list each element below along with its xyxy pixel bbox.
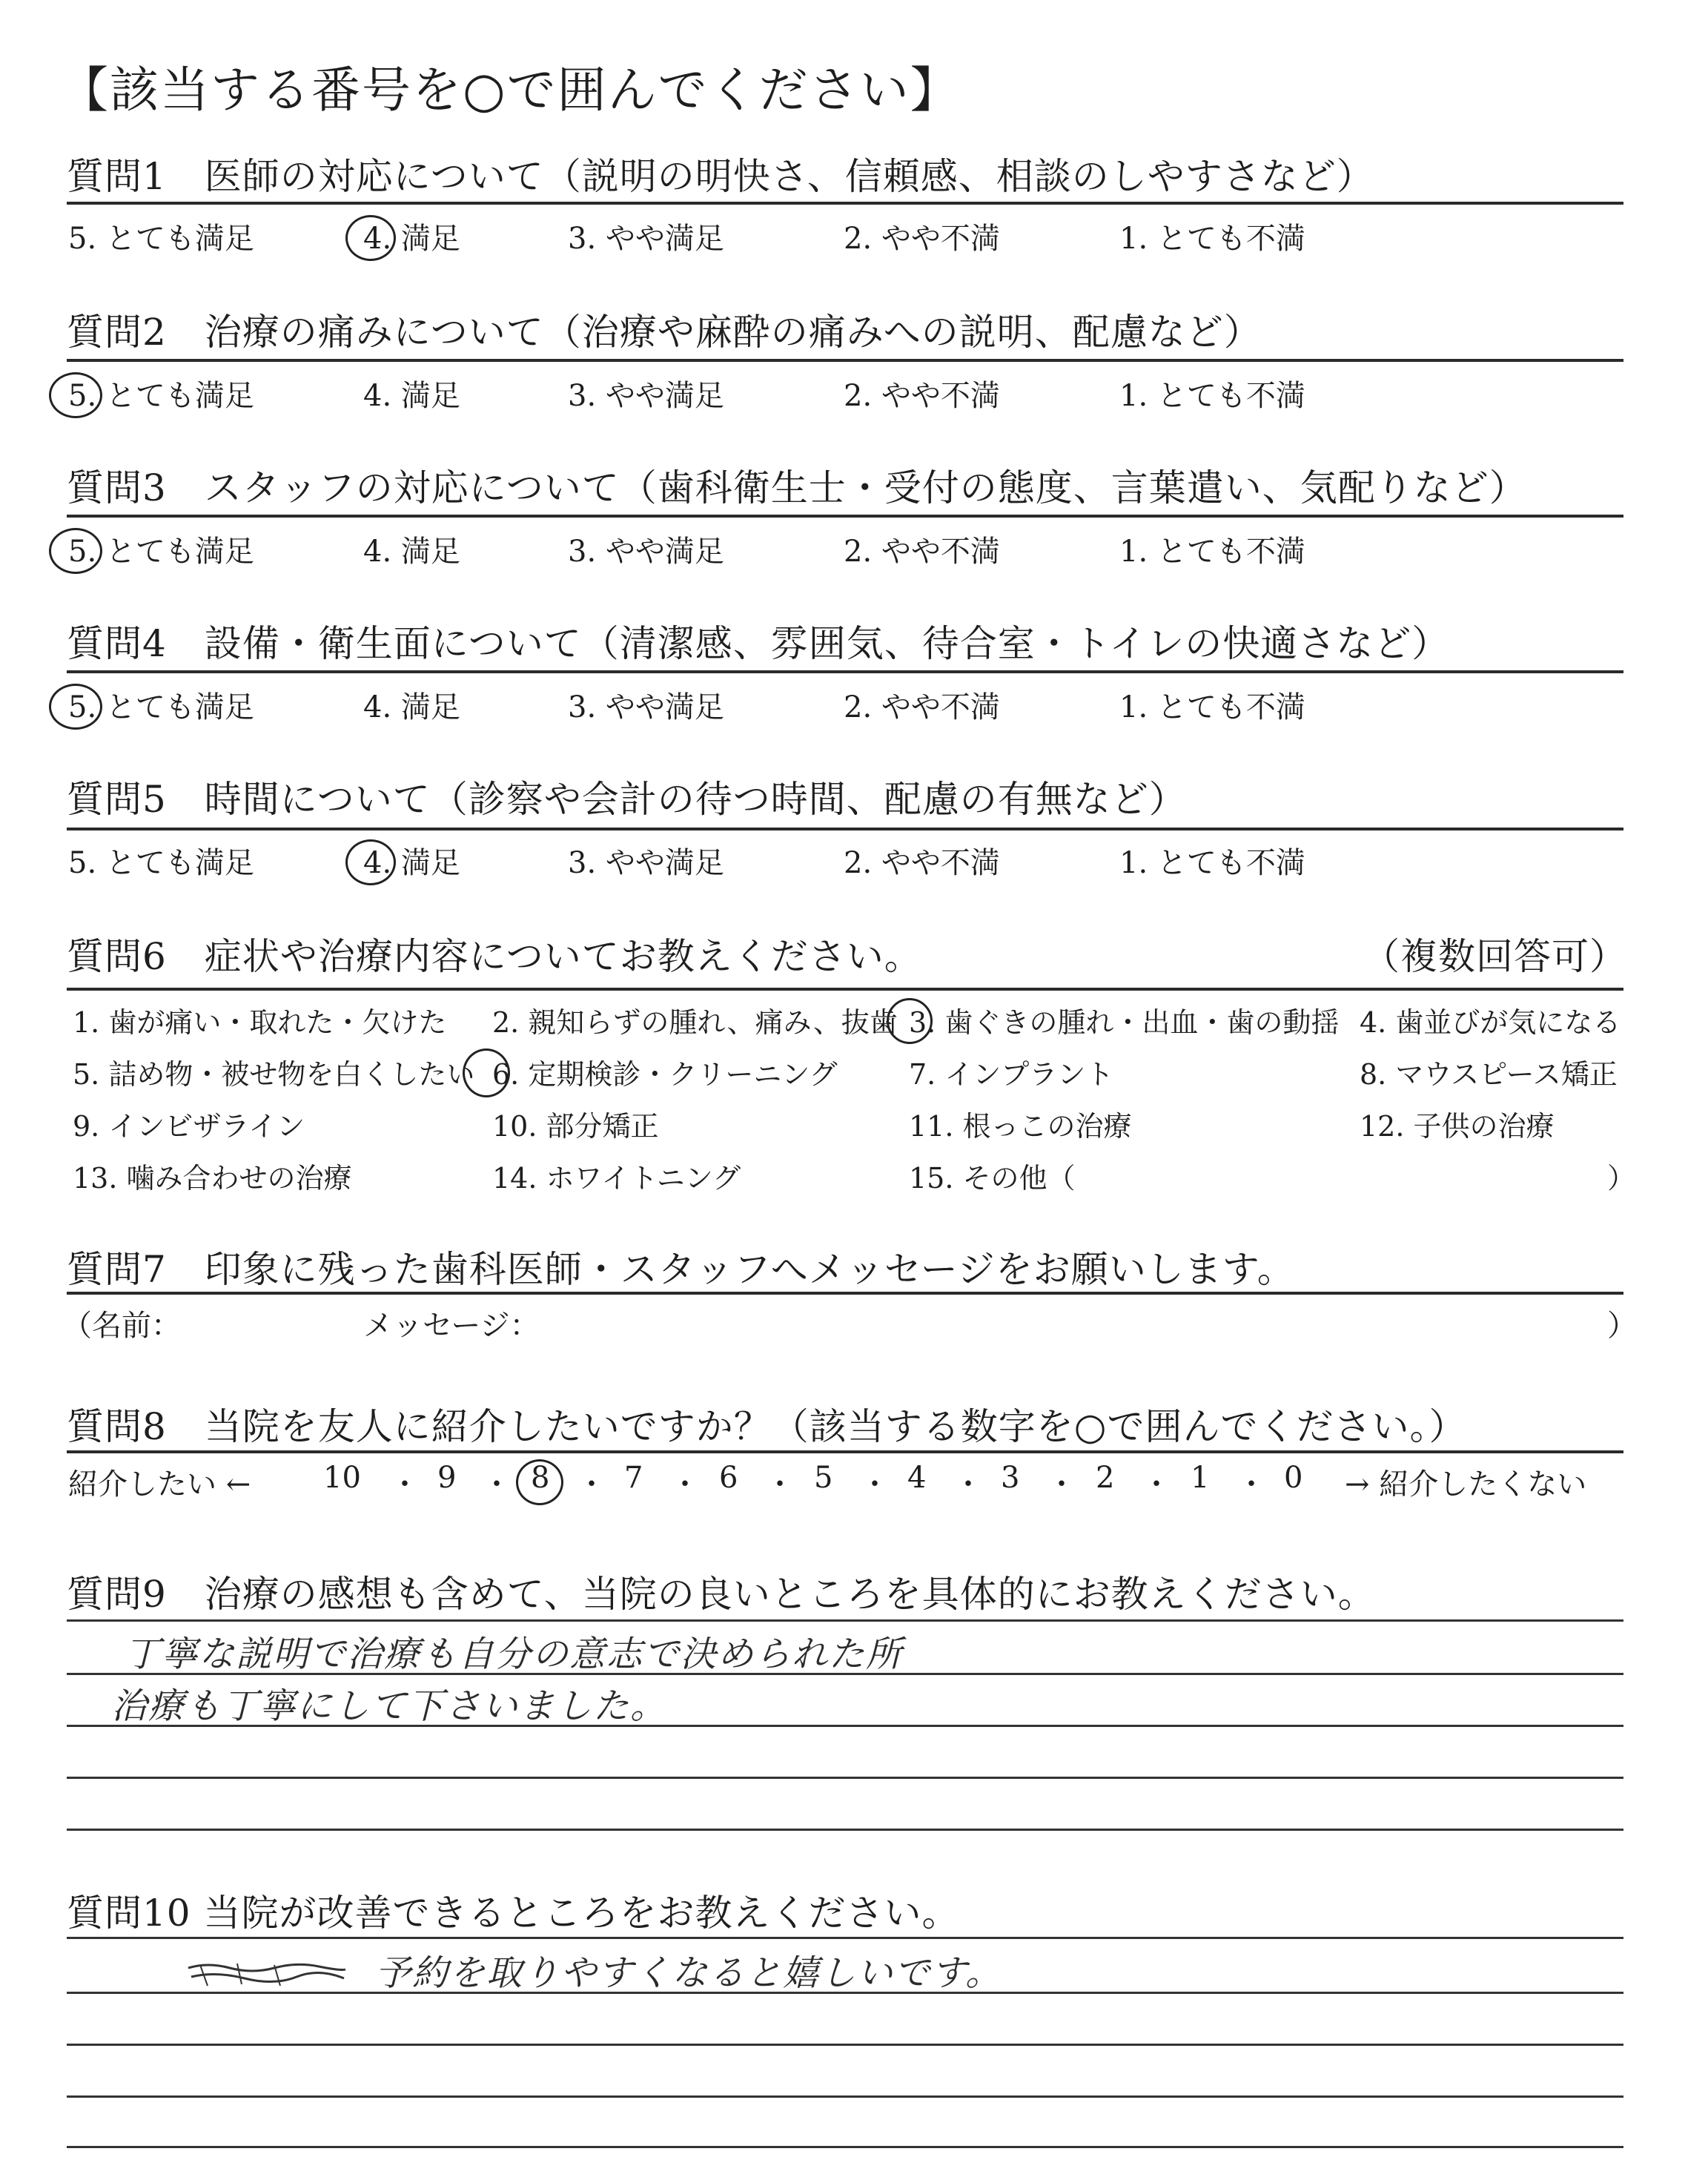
q3-option-2[interactable]: 2. やや不満	[844, 535, 1000, 569]
q5-option-1[interactable]: 1. とても不満	[1119, 846, 1305, 880]
q7-name-label: （名前：	[62, 1309, 181, 1343]
q1-option-3[interactable]: 3. やや満足	[568, 222, 724, 256]
q4-option-3[interactable]: 3. やや満足	[568, 690, 724, 724]
q8-scale-separator: ・	[860, 1467, 890, 1502]
q6-item-15[interactable]: 15. その他（	[909, 1162, 1076, 1195]
q7-rule	[67, 1292, 1623, 1295]
q6-item-8[interactable]: 8. マウスピース矯正	[1360, 1058, 1618, 1091]
q8-scale-separator: ・	[482, 1467, 512, 1502]
q8-scale-3[interactable]: 3	[1001, 1461, 1020, 1495]
q6-item-9[interactable]: 9. インビザライン	[73, 1110, 305, 1143]
q8-scale-separator: ・	[1237, 1467, 1266, 1502]
q8-title: 質問8 当院を友人に紹介したいですか？（該当する数字を○で囲んでください。）	[67, 1405, 1467, 1448]
q4-selection-circle	[49, 684, 102, 730]
q8-left-label: 紹介したい ←	[68, 1467, 251, 1502]
q10-title: 質問10 当院が改善できるところをお教えください。	[67, 1892, 960, 1935]
q6-item-3[interactable]: 3. 歯ぐきの腫れ・出血・歯の動揺	[909, 1006, 1340, 1039]
q8-scale-8[interactable]: 8	[531, 1461, 550, 1495]
q6-rule	[67, 988, 1623, 991]
q6-item-1[interactable]: 1. 歯が痛い・取れた・欠けた	[73, 1006, 447, 1039]
q3-option-5[interactable]: 5. とても満足	[68, 535, 254, 569]
q1-option-1[interactable]: 1. とても不満	[1119, 222, 1305, 256]
q6-item-11[interactable]: 11. 根っこの治療	[909, 1110, 1132, 1143]
q8-scale-separator: ・	[390, 1467, 420, 1502]
q4-title: 質問4 設備・衛生面について（清潔感、雰囲気、待合室・トイレの快適さなど）	[67, 622, 1450, 665]
q8-scale-0[interactable]: 0	[1284, 1461, 1303, 1495]
q8-scale-4[interactable]: 4	[907, 1461, 927, 1495]
q8-scale-10[interactable]: 10	[323, 1461, 361, 1495]
q5-rule	[67, 828, 1623, 830]
q3-title: 質問3 スタッフの対応について（歯科衛生士・受付の態度、言葉遣い、気配りなど）	[67, 466, 1527, 509]
q1-title: 質問1 医師の対応について（説明の明快さ、信頼感、相談のしやすさなど）	[67, 155, 1374, 198]
q5-option-3[interactable]: 3. やや満足	[568, 846, 724, 880]
q10-answer-text[interactable]: 予約を取りやすくなると嬉しいです。	[375, 1952, 1003, 1994]
q3-option-1[interactable]: 1. とても不満	[1119, 535, 1305, 569]
q5-selection-circle	[345, 839, 396, 885]
q4-rule	[67, 670, 1623, 673]
q5-option-2[interactable]: 2. やや不満	[844, 846, 1000, 880]
q5-option-5[interactable]: 5. とても満足	[68, 846, 254, 880]
q4-option-1[interactable]: 1. とても不満	[1119, 690, 1305, 724]
q8-scale-separator: ・	[577, 1467, 606, 1502]
q8-scale-1[interactable]: 1	[1191, 1461, 1210, 1495]
q8-scale-7[interactable]: 7	[624, 1461, 643, 1495]
q6-item-14[interactable]: 14. ホワイトニング	[492, 1162, 741, 1195]
q3-option-3[interactable]: 3. やや満足	[568, 535, 724, 569]
q10-answer-line	[67, 2095, 1623, 2098]
q4-option-4[interactable]: 4. 満足	[363, 690, 460, 724]
q6-item-5[interactable]: 5. 詰め物・被せ物を白くしたい	[73, 1058, 475, 1091]
q8-scale-separator: ・	[1047, 1467, 1076, 1502]
q2-option-3[interactable]: 3. やや満足	[568, 379, 724, 413]
q8-scale-separator: ・	[670, 1467, 700, 1502]
q2-option-4[interactable]: 4. 満足	[363, 379, 460, 413]
q6-selection-circle-3	[887, 998, 933, 1044]
q5-option-4[interactable]: 4. 満足	[363, 846, 460, 880]
q6-item-13[interactable]: 13. 噛み合わせの治療	[73, 1162, 352, 1195]
q2-selection-circle	[49, 372, 102, 418]
q1-option-4[interactable]: 4. 満足	[363, 222, 460, 256]
q8-scale-2[interactable]: 2	[1096, 1461, 1115, 1495]
q5-title: 質問5 時間について（診察や会計の待つ時間、配慮の有無など）	[67, 778, 1187, 821]
q6-item-2[interactable]: 2. 親知らずの腫れ、痛み、抜歯	[492, 1006, 898, 1039]
form-header: 【該当する番号を○で囲んでください】	[59, 62, 961, 119]
q10-answer-line	[67, 1937, 1623, 1939]
q9-answer-text[interactable]: 丁寧な説明で治療も自分の意志で決められた所	[125, 1634, 904, 1675]
q2-rule	[67, 359, 1623, 362]
q8-scale-separator: ・	[1142, 1467, 1171, 1502]
q3-option-4[interactable]: 4. 満足	[363, 535, 460, 569]
q1-selection-circle	[345, 215, 396, 261]
q6-selection-circle-6	[463, 1048, 510, 1097]
q8-rule	[67, 1450, 1623, 1453]
q8-selection-circle	[516, 1459, 563, 1505]
q2-option-2[interactable]: 2. やや不満	[844, 379, 1000, 413]
q9-answer-text[interactable]: 治療も丁寧にして下さいました。	[111, 1685, 668, 1727]
q7-title: 質問7 印象に残った歯科医師・スタッフへメッセージをお願いします。	[67, 1248, 1295, 1291]
q6-multiple-answers-note: （複数回答可）	[1363, 935, 1627, 978]
q1-option-2[interactable]: 2. やや不満	[844, 222, 1000, 256]
q4-option-5[interactable]: 5. とても満足	[68, 690, 254, 724]
q2-title: 質問2 治療の痛みについて（治療や麻酔の痛みへの説明、配慮など）	[67, 311, 1262, 354]
q2-option-5[interactable]: 5. とても満足	[68, 379, 254, 413]
q9-title: 質問9 治療の感想も含めて、当院の良いところを具体的にお教えください。	[67, 1573, 1376, 1616]
q3-selection-circle	[49, 528, 102, 574]
q8-scale-5[interactable]: 5	[814, 1461, 833, 1495]
q7-message-label: メッセージ：	[363, 1309, 540, 1343]
q10-answer-line	[67, 2044, 1623, 2046]
q6-item-12[interactable]: 12. 子供の治療	[1360, 1110, 1555, 1143]
q8-scale-separator: ・	[765, 1467, 795, 1502]
q8-scale-6[interactable]: 6	[719, 1461, 738, 1495]
q8-scale-9[interactable]: 9	[437, 1461, 457, 1495]
q6-item-6[interactable]: 6. 定期検診・クリーニング	[492, 1058, 838, 1091]
q9-answer-line	[67, 1829, 1623, 1831]
q3-rule	[67, 515, 1623, 518]
q6-item-7[interactable]: 7. インプラント	[909, 1058, 1114, 1091]
q6-other-close-paren: ）	[1607, 1162, 1636, 1195]
q8-right-label: → 紹介したくない	[1345, 1467, 1587, 1502]
q9-answer-line	[67, 1619, 1623, 1622]
q2-option-1[interactable]: 1. とても不満	[1119, 379, 1305, 413]
scribble-mark	[185, 1958, 348, 1990]
q1-rule	[67, 202, 1623, 205]
q7-close-paren: ）	[1607, 1309, 1637, 1343]
q9-answer-line	[67, 1777, 1623, 1779]
q10-answer-line	[67, 2146, 1623, 2148]
q6-item-10[interactable]: 10. 部分矯正	[492, 1110, 659, 1143]
strikethrough-scribble	[185, 1958, 348, 1990]
q6-item-4[interactable]: 4. 歯並びが気になる	[1360, 1006, 1621, 1039]
q8-scale-separator: ・	[953, 1467, 983, 1502]
q1-option-5[interactable]: 5. とても満足	[68, 222, 254, 256]
q6-title: 質問6 症状や治療内容についてお教えください。	[67, 935, 922, 978]
q4-option-2[interactable]: 2. やや不満	[844, 690, 1000, 724]
